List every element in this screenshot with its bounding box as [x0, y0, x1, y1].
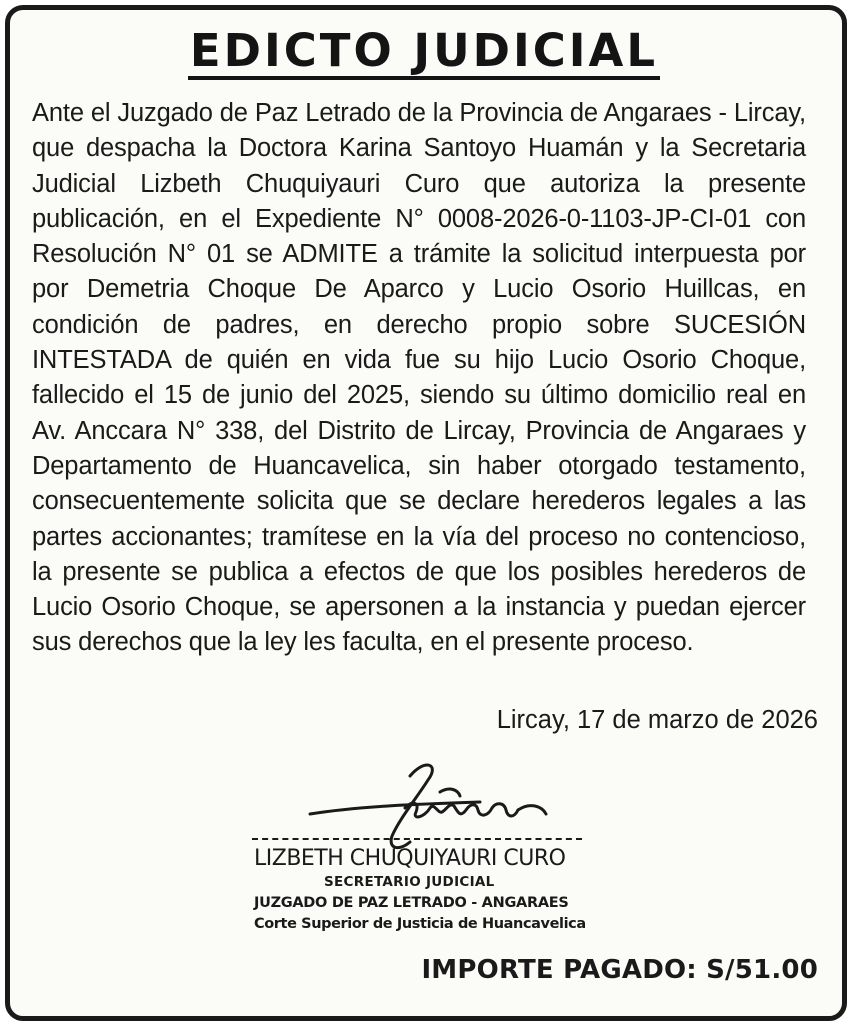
stamp-role: SECRETARIO JUDICIAL	[324, 874, 495, 890]
notice-title-text: EDICTO JUDICIAL	[188, 26, 660, 80]
stamp-name: LIZBETH CHUQUIYAURI CURO	[254, 846, 566, 871]
notice-title	[0, 24, 848, 80]
signature-line	[252, 838, 582, 840]
stamp-office: JUZGADO DE PAZ LETRADO - ANGARAES	[254, 895, 569, 911]
stamp-court: Corte Superior de Justicia de Huancavelica	[254, 916, 586, 932]
notice-body: Ante el Juzgado de Paz Letrado de la Provincia de Angaraes - Lircay, que despacha la Doctora Karina Santoyo Huamán y la Secretaria Judicial Lizbeth Chuquiyauri Curo que autoriza la presente publicación, en el Expediente N° 0008-2026-0-1103-JP-CI-01 con Resolución N° 01 se ADMITE a trámite la solicitud interpuesta por por Demetria Choque De Aparco y Lucio Osorio Huillcas, en condición de padres, en derecho propio sobre SUCESIÓN INTESTADA de quién en vida fue su hijo Lucio Osorio Choque, fallecido el 15 de junio del 2025, siendo su último domicilio real en Av. Anccara N° 338, del Distrito de Lircay, Provincia de Angaraes y Departamento de Huancavelica, sin haber otorgado testamento, consecuentemente solicita que se declare herederos legales a las partes accionantes; tramítese en la vía del proceso no contencioso, la presente se publica a efectos de que los posibles herederos de Lucio Osorio Choque, se apersonen a la instancia y puedan ejercer sus derechos que la ley les faculta, en el presente proceso.	[32, 99, 806, 657]
payment-amount: IMPORTE PAGADO: S/51.00	[421, 955, 818, 985]
official-stamp	[252, 838, 612, 934]
place-date: Lircay, 17 de marzo de 2026	[496, 706, 818, 734]
